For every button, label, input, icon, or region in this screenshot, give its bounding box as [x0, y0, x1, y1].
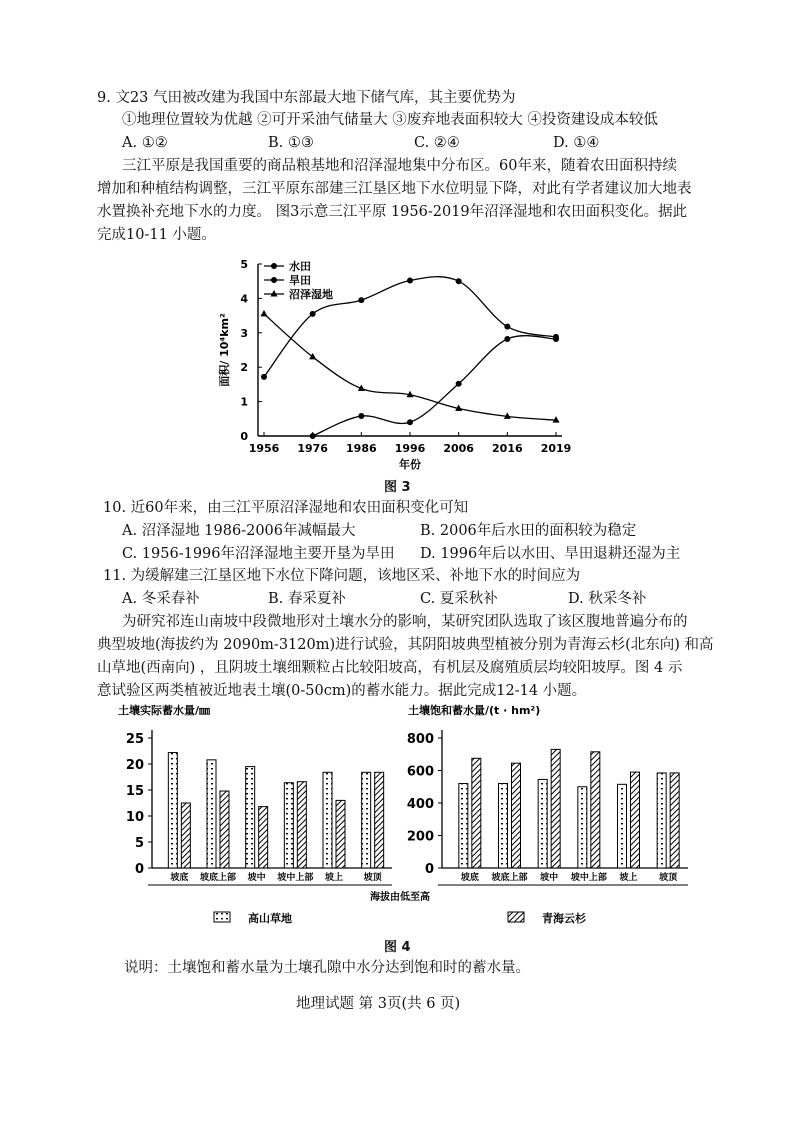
x-tick-label: 1986: [346, 442, 377, 455]
legend-label: 高山草地: [248, 912, 292, 925]
bar-alpine-meadow: [538, 779, 547, 868]
q10-option-b: B. 2006年后水田的面积较为稳定: [420, 523, 637, 539]
y-tick-label: 800: [406, 732, 434, 747]
data-point-dot: [456, 381, 462, 387]
data-point-dot: [407, 278, 413, 284]
data-point-dot: [310, 433, 316, 439]
legend-swatch-dotted: [214, 912, 230, 922]
legend-label: 旱田: [289, 274, 311, 287]
q10-option-c: C. 1956-1996年沼泽湿地主要开垦为旱田: [122, 546, 395, 562]
bar-alpine-meadow: [657, 773, 666, 868]
bar-alpine-meadow: [207, 760, 216, 868]
x-tick-label: 坡中: [540, 873, 559, 883]
bar-qinghai-spruce: [297, 782, 306, 868]
bar-qinghai-spruce: [220, 791, 229, 868]
data-point-dot: [358, 413, 364, 419]
bar-qinghai-spruce: [670, 773, 679, 868]
data-point-dot: [553, 334, 559, 340]
q11-option-b: B. 春采夏补: [268, 591, 346, 607]
data-point-dot: [358, 297, 364, 303]
series-line-0: [313, 336, 556, 436]
q10-option-a: A. 沼泽湿地 1986-2006年减幅最大: [122, 523, 356, 539]
figure-3-caption: 图 3: [384, 480, 411, 495]
q9-option-c: C. ②④: [414, 135, 460, 151]
q9-option-a: A. ①②: [122, 135, 168, 151]
figure-note: 说明：土壤饱和蓄水量为土壤孔隙中水分达到饱和时的蓄水量。: [124, 960, 530, 976]
legend-label: 水田: [289, 260, 311, 273]
data-point-triangle: [261, 310, 268, 317]
bar-alpine-meadow: [459, 784, 468, 869]
x-tick-label: 1976: [297, 442, 328, 455]
q11-option-d: D. 秋采冬补: [568, 591, 647, 607]
y-tick-label: 2: [240, 361, 248, 375]
q9-option-d: D. ①④: [553, 135, 600, 151]
data-point-dot: [407, 419, 413, 425]
data-point-dot: [504, 336, 510, 342]
bar-qinghai-spruce: [259, 807, 268, 868]
q9-items: ①地理位置较为优越 ②可开采油气储量大 ③废弃地表面积较大 ④投资建设成本较低: [122, 112, 658, 128]
x-axis-label: 年份: [399, 458, 421, 471]
bar-qinghai-spruce: [512, 763, 521, 868]
x-tick-label: 1996: [394, 442, 426, 455]
y-tick-label: 4: [240, 292, 248, 306]
legend-label: 沼泽湿地: [289, 288, 333, 301]
y-tick-label: 0: [240, 430, 248, 443]
y-tick-label: 400: [406, 797, 434, 812]
q11-option-c: C. 夏采秋补: [420, 591, 498, 607]
data-point-dot: [261, 374, 267, 380]
bar-alpine-meadow: [362, 772, 371, 868]
x-tick-label: 坡底: [460, 873, 479, 883]
x-tick-label: 坡中上部: [570, 873, 607, 883]
passage2-line-1: 为研究祁连山南坡中段微地形对土壤水分的影响，某研究团队选取了该区腹地普遍分布的: [122, 614, 688, 630]
y-tick-label: 600: [406, 764, 434, 780]
bar-qinghai-spruce: [591, 752, 600, 868]
panel-1-y-axis-label: 土壤饱和蓄水量/(t · hm²): [408, 704, 541, 717]
x-tick-label: 坡上: [619, 873, 638, 883]
passage2-line-4: 意试验区两类植被近地表土壤(0-50cm)的蓄水能力。据此完成12-14 小题。: [97, 683, 587, 699]
y-tick-label: 0: [424, 862, 434, 877]
passage1-line-3: 水置换补充地下水的力度。 图3示意三江平原 1956-2019年沼泽湿地和农田面积变化。据此: [97, 204, 688, 220]
x-tick-label: 2006: [443, 442, 474, 455]
bar-alpine-meadow: [246, 767, 255, 868]
passage1-line-4: 完成10-11 小题。: [97, 227, 216, 243]
legend-marker-dot: [271, 263, 277, 269]
y-tick-label: 5: [240, 258, 248, 271]
x-tick-label: 坡底: [170, 873, 189, 883]
bar-qinghai-spruce: [181, 803, 190, 868]
q11-option-a: A. 冬采春补: [122, 591, 200, 607]
q10-stem: 10. 近60年来，由三江平原沼泽湿地和农田面积变化可知: [103, 500, 469, 516]
q11-stem: 11. 为缓解建三江垦区地下水位下降问题，该地区采、补地下水的时间应为: [103, 568, 581, 584]
bar-alpine-meadow: [284, 783, 293, 868]
legend-marker-triangle: [271, 290, 278, 297]
y-tick-label: 3: [240, 326, 248, 340]
q10-option-d: D. 1996年后以水田、旱田退耕还湿为主: [420, 546, 681, 562]
bar-qinghai-spruce: [631, 772, 640, 868]
x-tick-label: 坡底上部: [491, 873, 528, 883]
legend-marker-dot: [271, 277, 277, 283]
y-tick-label: 200: [406, 829, 434, 845]
bar-alpine-meadow: [578, 787, 587, 868]
bar-qinghai-spruce: [472, 758, 481, 868]
q9-option-b: B. ①③: [268, 135, 314, 151]
x-tick-label: 坡顶: [659, 873, 678, 883]
passage2-line-2: 典型坡地(海拔约为 2090m-3120m)进行试验，其阴阳坡典型植被分别为青海云杉(北东向) 和高: [97, 637, 714, 653]
data-point-dot: [504, 324, 510, 330]
series-line-2: [264, 314, 556, 420]
y-tick-label: 25: [125, 732, 144, 747]
x-tick-label: 坡顶: [363, 873, 382, 883]
bar-qinghai-spruce: [375, 772, 384, 868]
bar-alpine-meadow: [168, 753, 177, 868]
passage2-line-3: 山草地(西南向) ，且阴坡土壤细颗粒占比较阳坡高，有机层及腐殖质层均较阳坡厚。图 4 示: [97, 660, 683, 676]
x-tick-label: 坡底上部: [199, 873, 237, 883]
x-tick-label: 1956: [248, 442, 280, 455]
y-tick-label: 1: [240, 395, 248, 409]
y-tick-label: 10: [125, 810, 144, 825]
bar-qinghai-spruce: [336, 800, 345, 868]
passage1-line-1: 三江平原是我国重要的商品粮基地和沼泽湿地集中分布区。60年来，随着农田面积持续: [122, 158, 677, 174]
x-tick-label: 坡中: [247, 873, 266, 883]
x-tick-label: 坡上: [324, 873, 344, 883]
bar-qinghai-spruce: [551, 749, 560, 868]
y-tick-label: 5: [134, 836, 144, 851]
x-axis-label: 海拔由低至高: [370, 892, 430, 903]
figure-3-line-chart: [210, 252, 590, 472]
y-axis-label: 面积/ 10⁴km²: [218, 313, 231, 387]
panel-0-y-axis-label: 土壤实际蓄水量/㎜: [118, 704, 211, 717]
bar-alpine-meadow: [323, 772, 332, 868]
data-point-triangle: [309, 353, 316, 360]
y-tick-label: 15: [125, 784, 144, 799]
figure-4-caption: 图 4: [384, 940, 411, 955]
y-tick-label: 0: [134, 862, 144, 877]
x-tick-label: 2019: [540, 442, 572, 455]
page-footer: 地理试题 第 3页(共 6 页): [296, 996, 461, 1012]
figure-4-bar-charts: [100, 702, 700, 932]
legend-swatch-hatched: [508, 912, 524, 922]
q9-stem: 9. 文23 气田被改建为我国中东部最大地下储气库，其主要优势为: [97, 90, 516, 106]
y-tick-label: 20: [125, 758, 144, 773]
data-point-dot: [310, 311, 316, 317]
bar-alpine-meadow: [618, 784, 627, 868]
bar-alpine-meadow: [499, 784, 508, 869]
x-tick-label: 2016: [492, 442, 523, 455]
x-tick-label: 坡中上部: [277, 873, 314, 883]
passage1-line-2: 增加和种植结构调整，三江平原东部建三江垦区地下水位明显下降，对此有学者建议加大地表: [97, 181, 692, 197]
legend-label: 青海云杉: [542, 912, 586, 925]
data-point-dot: [456, 278, 462, 284]
